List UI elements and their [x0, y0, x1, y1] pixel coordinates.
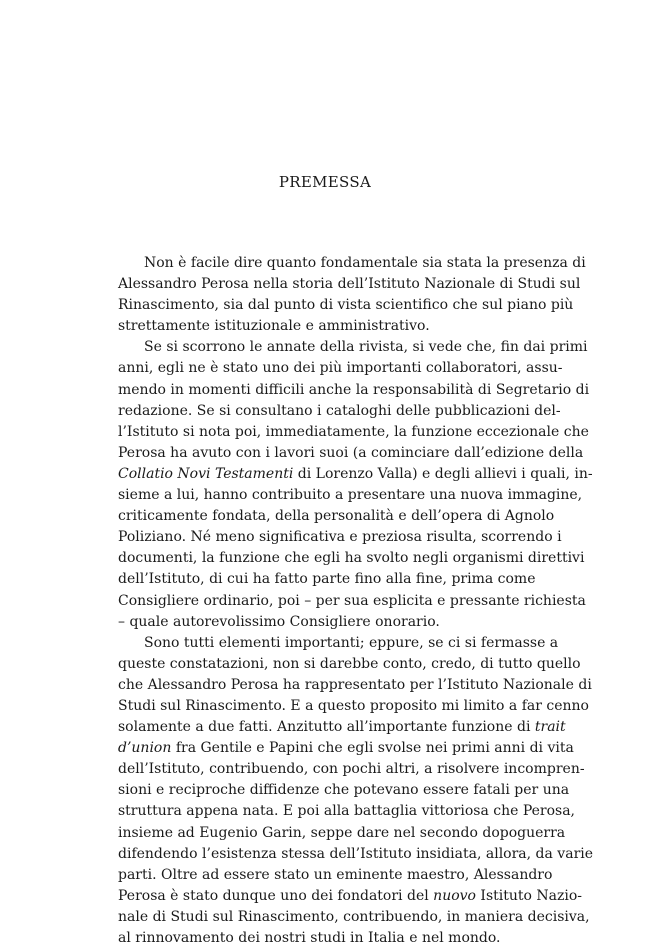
- text-segment: dell’Istituto, contribuendo, con pochi altri, a risolvere incompren-: [118, 761, 585, 778]
- text-line: [118, 295, 574, 316]
- text-segment: fra Gentile e Papini che egli svolse nei primi anni di vita: [171, 740, 574, 757]
- text-line: [118, 548, 585, 569]
- text-segment: strettamente istituzionale e amministrativo.: [118, 318, 430, 335]
- text-segment: Poliziano. Né meno significativa e preziosa risulta, scorrendo i: [118, 529, 562, 546]
- text-line: [118, 759, 585, 780]
- text-line: [118, 738, 574, 759]
- italic-text: Collatio Novi Testamenti: [118, 465, 294, 482]
- text-line: [118, 717, 566, 738]
- text-line: [118, 654, 581, 675]
- text-segment: Istituto Nazio-: [475, 887, 583, 904]
- text-line: [118, 886, 583, 907]
- text-line: [118, 633, 559, 654]
- italic-text: d’union: [118, 740, 172, 757]
- text-segment: sioni e reciproche diffidenze che potevano essere fatali per una: [118, 782, 570, 799]
- text-line: [118, 274, 581, 295]
- body-text: [118, 253, 594, 949]
- text-segment: Perosa ha avuto con i lavori suoi (a cominciare dall’edizione della: [118, 444, 584, 461]
- text-segment: Sono tutti elementi importanti; eppure, se ci si fermasse a: [144, 634, 559, 651]
- text-line: [118, 337, 588, 358]
- text-line: [118, 696, 589, 717]
- text-line: [118, 865, 553, 886]
- text-segment: l’Istituto si nota poi, immediatamente, la funzione eccezionale che: [118, 423, 589, 440]
- text-line: [118, 527, 562, 548]
- paragraph: [118, 253, 586, 337]
- text-segment: che Alessandro Perosa ha rappresentato per l’Istituto Nazionale di: [118, 676, 592, 693]
- text-segment: Alessandro Perosa nella storia dell’Istituto Nazionale di Studi sul: [118, 276, 581, 293]
- text-line: [118, 612, 535, 633]
- italic-text: nuovo: [433, 887, 476, 904]
- paragraph: [118, 633, 594, 949]
- text-line: [118, 823, 566, 844]
- text-segment: Rinascimento, sia dal punto di vista scientifico che sul piano più: [118, 297, 574, 314]
- text-line: [118, 907, 590, 928]
- text-line: [118, 380, 590, 401]
- text-segment: queste constatazioni, non si darebbe conto, credo, di tutto quello: [118, 655, 581, 672]
- text-segment: Studi sul Rinascimento. E a questo proposito mi limito a far cenno: [118, 697, 589, 714]
- text-line: [118, 506, 555, 527]
- text-segment: – quale autorevolissimo Consigliere onorario.: [118, 613, 440, 630]
- text-segment: Perosa è stato dunque uno dei fondatori del: [118, 887, 434, 904]
- text-line: [118, 569, 535, 590]
- paragraph: [118, 337, 593, 632]
- text-line: [118, 253, 586, 274]
- text-segment: Se si scorrono le annate della rivista, si vede che, fin dai primi: [144, 339, 588, 356]
- text-line: [118, 422, 589, 443]
- text-segment: parti. Oltre ad essere stato un eminente maestro, Alessandro: [118, 866, 553, 883]
- text-segment: criticamente fondata, della personalità e dell’opera di Agnolo: [118, 508, 555, 525]
- text-line: [118, 780, 570, 801]
- text-line: [118, 401, 561, 422]
- text-segment: solamente a due fatti. Anzitutto all’importante funzione di: [118, 719, 535, 736]
- italic-text: trait: [534, 719, 566, 736]
- text-segment: Non è facile dire quanto fondamentale sia stata la presenza di: [144, 255, 586, 271]
- text-segment: nale di Studi sul Rinascimento, contribuendo, in maniera decisiva,: [118, 908, 590, 925]
- text-segment: anni, egli ne è stato uno dei più importanti collaboratori, assu-: [118, 360, 563, 377]
- text-segment: documenti, la funzione che egli ha svolto negli organismi direttivi: [118, 550, 585, 567]
- text-line: [118, 358, 563, 379]
- text-line: [118, 316, 535, 337]
- text-segment: insieme ad Eugenio Garin, seppe dare nel secondo dopoguerra: [118, 824, 566, 841]
- text-line: [118, 675, 592, 696]
- text-segment: Consigliere ordinario, poi – per sua esplicita e pressante richiesta: [118, 592, 586, 609]
- text-line: [118, 485, 583, 506]
- text-line: [118, 464, 593, 485]
- text-segment: al rinnovamento dei nostri studi in Italia e nel mondo.: [118, 930, 501, 946]
- text-line: [118, 443, 584, 464]
- text-segment: sieme a lui, hanno contribuito a presentare una nuova immagine,: [118, 487, 583, 504]
- page-title: PREMESSA: [278, 173, 372, 191]
- text-line: [118, 844, 594, 865]
- text-segment: mendo in momenti difficili anche la responsabilità di Segretario di: [118, 381, 590, 398]
- text-segment: struttura appena nata. E poi alla battaglia vittoriosa che Perosa,: [118, 803, 576, 820]
- text-line: [118, 801, 576, 822]
- text-line: [118, 928, 535, 949]
- text-segment: difendendo l’esistenza stessa dell’Istituto insidiata, allora, da varie: [118, 845, 594, 862]
- text-segment: di Lorenzo Valla) e degli allievi i quali, in-: [293, 465, 593, 482]
- text-line: [118, 591, 586, 612]
- text-segment: dell’Istituto, di cui ha fatto parte fino alla fine, prima come: [118, 571, 536, 588]
- text-segment: redazione. Se si consultano i cataloghi delle pubblicazioni del-: [118, 402, 561, 419]
